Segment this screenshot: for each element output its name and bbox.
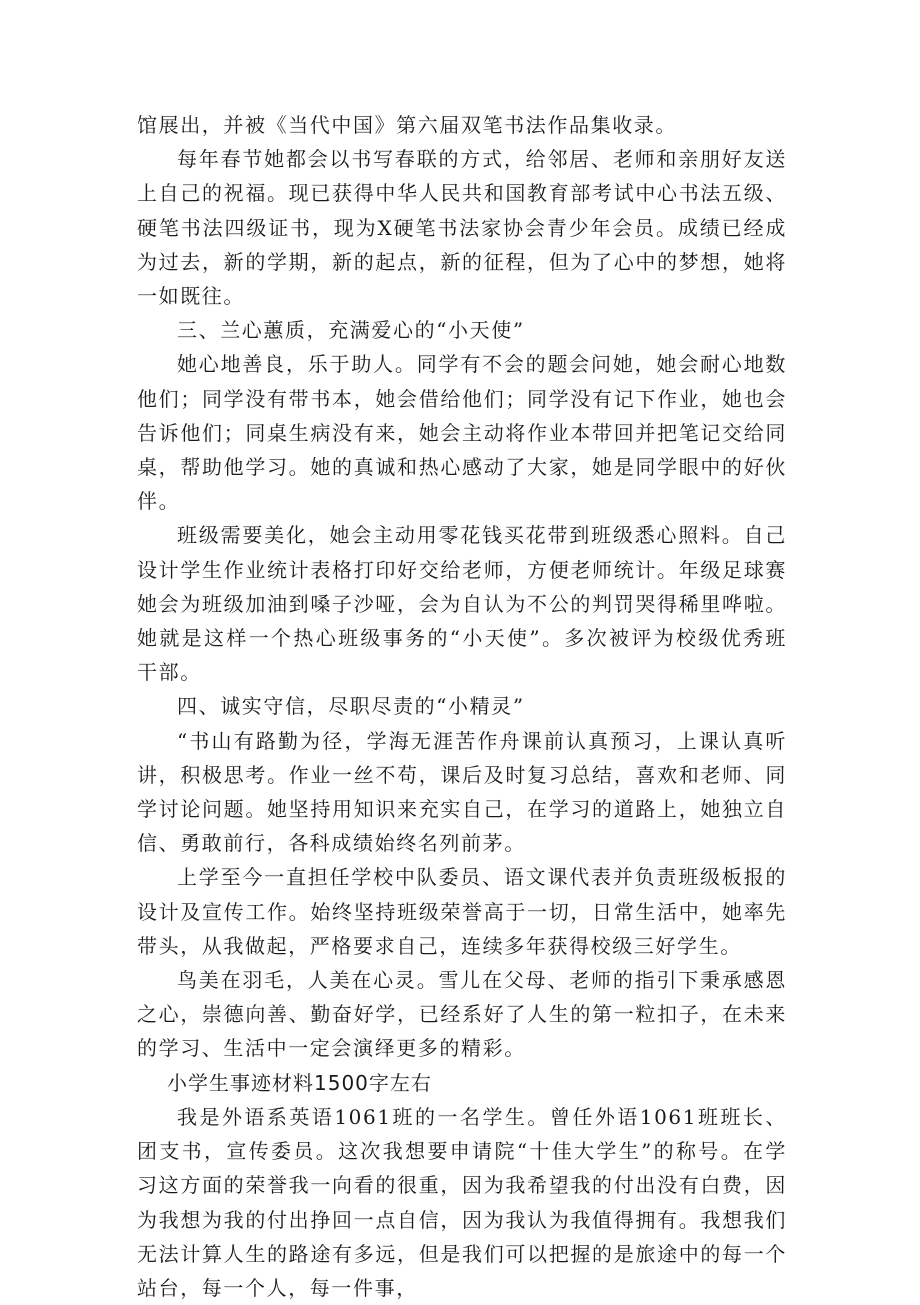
paragraph-committee: 上学至今一直担任学校中队委员、语文课代表并负责班级板报的设计及宣传工作。始终坚持班级荣誉高于一切，日常生活中，她率先带头，从我做起，严格要求自己，连续多年获得校级三好学生。: [137, 865, 787, 958]
paragraph-class-beautify: 班级需要美化，她会主动用零花钱买花带到班级悉心照料。自己设计学生作业统计表格打印好交给老师，方便老师统计。年级足球赛她会为班级加油到嗓子沙哑，会为自认为不公的判罚哭得稀里哗啦。她就是这样一个热心班级事务的“小天使”。多次被评为校级优秀班干部。: [137, 523, 787, 685]
paragraph-intro: 我是外语系英语1061班的一名学生。曾任外语1061班班长、团支书，宣传委员。这次我想要申请院“十佳大学生”的称号。在学习这方面的荣誉我一向看的很重，因为我希望我的付出没有白费，因为我想为我的付出挣回一点自信，因为我认为我值得拥有。我想我们无法计算人生的路途有多远，但是我们可以把握的是旅途中的每一个站台，每一个人，每一件事，: [137, 1104, 787, 1300]
paragraph-helpful: 她心地善良，乐于助人。同学有不会的题会问她，她会耐心地数他们；同学没有带书本，她会借给他们；同学没有记下作业，她也会告诉他们；同桌生病没有来，她会主动将作业本带回并把笔记交给同桌，帮助他学习。她的真诚和热心感动了大家，她是同学眼中的好伙伴。: [137, 352, 787, 514]
paragraph-conclusion: 鸟美在羽毛，人美在心灵。雪儿在父母、老师的指引下秉承感恩之心，崇德向善、勤奋好学，已经系好了人生的第一粒扣子，在未来的学习、生活中一定会演绎更多的精彩。: [137, 968, 787, 1061]
paragraph-continuation: 馆展出，并被《当代中国》第六届双笔书法作品集收录。: [137, 113, 677, 137]
section-heading-3: 三、兰心蕙质，充满爱心的“小天使”: [177, 318, 525, 343]
article-subtitle: 小学生事迹材料1500字左右: [167, 1070, 432, 1095]
section-heading-4: 四、诚实守信，尽职尽责的“小精灵”: [177, 694, 525, 719]
paragraph-calligraphy: 每年春节她都会以书写春联的方式，给邻居、老师和亲朋好友送上自己的祝福。现已获得中华人民共和国教育部考试中心书法五级、硬笔书法四级证书，现为X硬笔书法家协会青少年会员。成绩已经成为过去，新的学期，新的起点，新的征程，但为了心中的梦想，她将一如既往。: [137, 147, 787, 309]
document-page: [137, 108, 787, 1305]
paragraph-study: “书山有路勤为径，学海无涯苦作舟课前认真预习，上课认真听讲，积极思考。作业一丝不苟，课后及时复习总结，喜欢和老师、同学讨论问题。她坚持用知识来充实自己，在学习的道路上，她独立自信、勇敢前行，各科成绩始终名列前茅。: [137, 728, 787, 856]
